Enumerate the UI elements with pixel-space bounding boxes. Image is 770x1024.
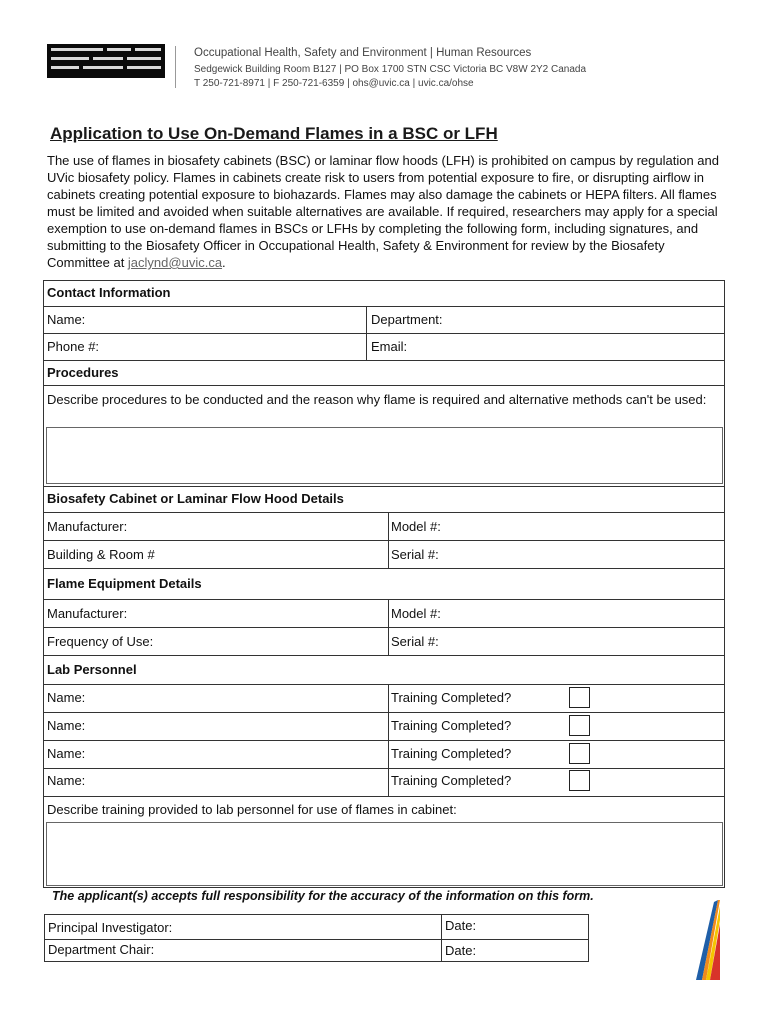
training-completed-label: Training Completed? (391, 773, 512, 788)
contact-name-label[interactable]: Name: (47, 312, 86, 327)
personnel-heading: Lab Personnel (47, 662, 137, 677)
uvic-brand-stripes (692, 900, 720, 980)
training-description-input[interactable] (46, 822, 723, 886)
chair-date-label[interactable]: Date: (445, 943, 477, 958)
divider (43, 740, 725, 741)
divider (43, 486, 725, 487)
divider (43, 306, 725, 307)
contact-email-label[interactable]: Email: (371, 339, 408, 354)
pi-date-label[interactable]: Date: (445, 918, 477, 933)
header-divider (175, 46, 176, 88)
divider (43, 768, 725, 769)
page-title: Application to Use On-Demand Flames in a BSC or LFH (50, 124, 498, 143)
flame-heading: Flame Equipment Details (47, 576, 202, 591)
divider (43, 333, 725, 334)
procedures-input[interactable] (46, 427, 723, 484)
divider (43, 655, 725, 656)
cabinet-manufacturer-label[interactable]: Manufacturer: (47, 519, 128, 534)
flame-serial-label[interactable]: Serial #: (391, 634, 439, 649)
intro-text: The use of flames in biosafety cabinets (BSC) or laminar flow hoods (LFH) is prohibited on campus by regulation and UVic biosafety policy. Flames in cabinets create risk to users from potential exposure to fire, or disrupting airflow in cabinets creating potential exposure to biohazards. Flames may also damage the cabinets or HEPA filters. All flames must be limited and avoided when suitable alternatives are available. If required, researchers may apply for a special exemption to use on-demand flames in BSCs or LFHs by completing the following form, including signatures, and submitting to the Biosafety Officer in Occupational Health, Safety & Environment for review by the Biosafety Committee at (47, 153, 719, 270)
contact-heading: Contact Information (47, 285, 171, 300)
training-completed-label: Training Completed? (391, 718, 512, 733)
divider (43, 599, 725, 600)
training-checkbox[interactable] (569, 770, 590, 791)
cabinet-heading: Biosafety Cabinet or Laminar Flow Hood Details (47, 491, 344, 506)
procedures-prompt: Describe procedures to be conducted and the reason why flame is required and alternative methods can't be used: (47, 392, 707, 407)
cabinet-serial-label[interactable]: Serial #: (391, 547, 439, 562)
divider (43, 385, 725, 386)
divider (43, 684, 725, 685)
divider (43, 796, 725, 797)
contact-department-label[interactable]: Department: (371, 312, 443, 327)
flame-model-label[interactable]: Model #: (391, 606, 441, 621)
training-checkbox[interactable] (569, 687, 590, 708)
cabinet-model-label[interactable]: Model #: (391, 519, 441, 534)
divider (43, 627, 725, 628)
training-prompt: Describe training provided to lab personnel for use of flames in cabinet: (47, 802, 457, 817)
header-department: Occupational Health, Safety and Environment | Human Resources (194, 47, 532, 59)
personnel-name-label[interactable]: Name: (47, 746, 86, 761)
contact-phone-label[interactable]: Phone #: (47, 339, 100, 354)
procedures-heading: Procedures (47, 365, 119, 380)
pi-signature-label[interactable]: Principal Investigator: (48, 920, 173, 935)
flame-manufacturer-label[interactable]: Manufacturer: (47, 606, 128, 621)
chair-signature-label[interactable]: Department Chair: (48, 942, 155, 957)
training-completed-label: Training Completed? (391, 746, 512, 761)
divider (43, 568, 725, 569)
header-contact: T 250-721-8971 | F 250-721-6359 | ohs@uvic.ca | uvic.ca/ohse (194, 78, 474, 89)
divider (43, 512, 725, 513)
divider (441, 914, 442, 962)
cabinet-building-label[interactable]: Building & Room # (47, 547, 155, 562)
personnel-name-label[interactable]: Name: (47, 773, 86, 788)
email-link[interactable]: jaclynd@uvic.ca (127, 255, 223, 270)
divider (43, 712, 725, 713)
intro-paragraph (47, 152, 727, 271)
header-address: Sedgewick Building Room B127 | PO Box 1700 STN CSC Victoria BC V8W 2Y2 Canada (194, 64, 587, 75)
training-completed-label: Training Completed? (391, 690, 512, 705)
divider (44, 939, 589, 940)
responsibility-statement: The applicant(s) accepts full responsibility for the accuracy of the information on this form. (52, 889, 594, 903)
personnel-name-label[interactable]: Name: (47, 718, 86, 733)
uvic-logo (47, 44, 165, 78)
intro-end: . (222, 255, 226, 270)
personnel-name-label[interactable]: Name: (47, 690, 86, 705)
divider (43, 360, 725, 361)
training-checkbox[interactable] (569, 743, 590, 764)
flame-frequency-label[interactable]: Frequency of Use: (47, 634, 154, 649)
divider (43, 540, 725, 541)
training-checkbox[interactable] (569, 715, 590, 736)
